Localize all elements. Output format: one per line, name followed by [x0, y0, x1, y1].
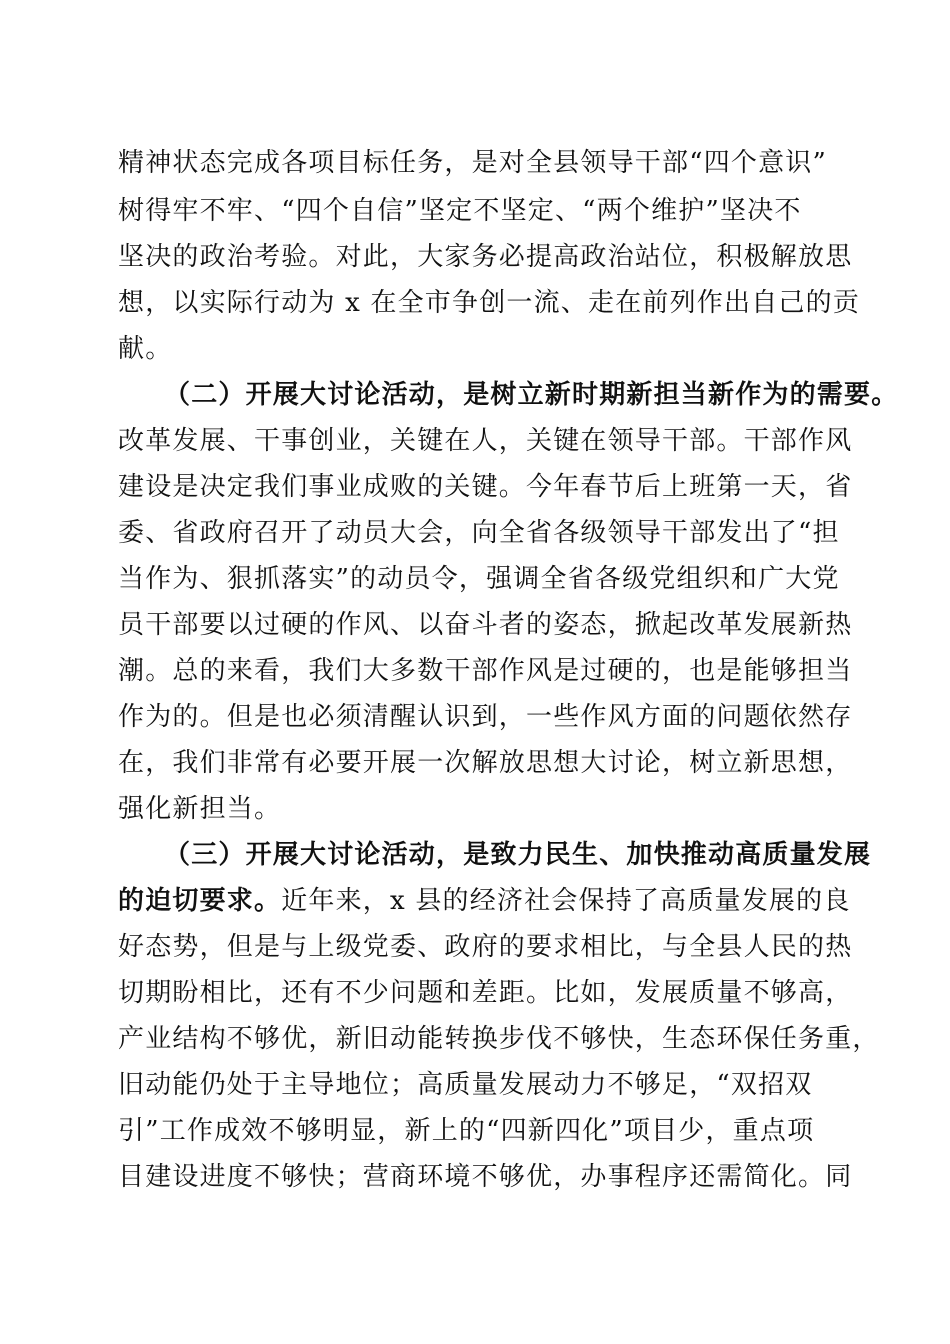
paragraph-2-line-4: 当作为、狠抓落实”的动员令，强调全省各级党组织和广大党 — [118, 564, 840, 594]
paragraph-3-line-2: 切期盼相比，还有不少问题和差距。比如，发展质量不够高， — [118, 978, 853, 1008]
paragraph-1-line-3: 坚决的政治考验。对此，大家务必提高政治站位，积极解放思 — [118, 242, 853, 272]
paragraph-2-line-7: 作为的。但是也必须清醒认识到，一些作风方面的问题依然存 — [118, 702, 853, 732]
paragraph-2-line-3: 委、省政府召开了动员大会，向全省各级领导干部发出了“担 — [118, 518, 840, 548]
paragraph-3-line-6: 目建设进度不够快；营商环境不够优，办事程序还需简化。同 — [118, 1162, 853, 1192]
paragraph-3-heading-line-2-rest: 近年来，x 县的经济社会保持了高质量发展的良 — [281, 886, 851, 916]
paragraph-3-heading-line-2 — [118, 884, 851, 918]
paragraph-2-line-6: 潮。总的来看，我们大多数干部作风是过硬的，也是能够担当 — [118, 656, 853, 686]
paragraph-2-line-5: 员干部要以过硬的作风、以奋斗者的姿态，掀起改革发展新热 — [118, 610, 853, 640]
paragraph-2-heading: （二）开展大讨论活动，是树立新时期新担当新作为的需要。 — [164, 380, 899, 410]
paragraph-1-line-4: 想，以实际行动为 x 在全市争创一流、走在前列作出自己的贡 — [118, 288, 860, 318]
paragraph-1-line-5: 献。 — [118, 334, 173, 364]
paragraph-3-heading-end: 的迫切要求。 — [118, 886, 282, 916]
paragraph-2-line-1: 改革发展、干事创业，关键在人，关键在领导干部。干部作风 — [118, 426, 853, 456]
paragraph-1-line-1: 精神状态完成各项目标任务，是对全县领导干部“四个意识” — [118, 148, 827, 178]
paragraph-2-line-2: 建设是决定我们事业成败的关键。今年春节后上班第一天，省 — [118, 472, 853, 502]
paragraph-1-line-2: 树得牢不牢、“四个自信”坚定不坚定、“两个维护”坚决不 — [118, 196, 802, 226]
paragraph-3-line-3: 产业结构不够优，新旧动能转换步伐不够快，生态环保任务重， — [118, 1024, 880, 1054]
paragraph-3-line-5: 引”工作成效不够明显，新上的“四新四化”项目少，重点项 — [118, 1116, 815, 1146]
paragraph-3-line-4: 旧动能仍处于主导地位；高质量发展动力不够足，“双招双 — [118, 1070, 813, 1100]
paragraph-3-heading-line-1: （三）开展大讨论活动，是致力民生、加快推动高质量发展 — [164, 840, 872, 870]
paragraph-2-line-9: 强化新担当。 — [118, 794, 282, 824]
paragraph-3-line-1: 好态势，但是与上级党委、政府的要求相比，与全县人民的热 — [118, 932, 853, 962]
paragraph-2-line-8: 在，我们非常有必要开展一次解放思想大讨论，树立新思想， — [118, 748, 853, 778]
